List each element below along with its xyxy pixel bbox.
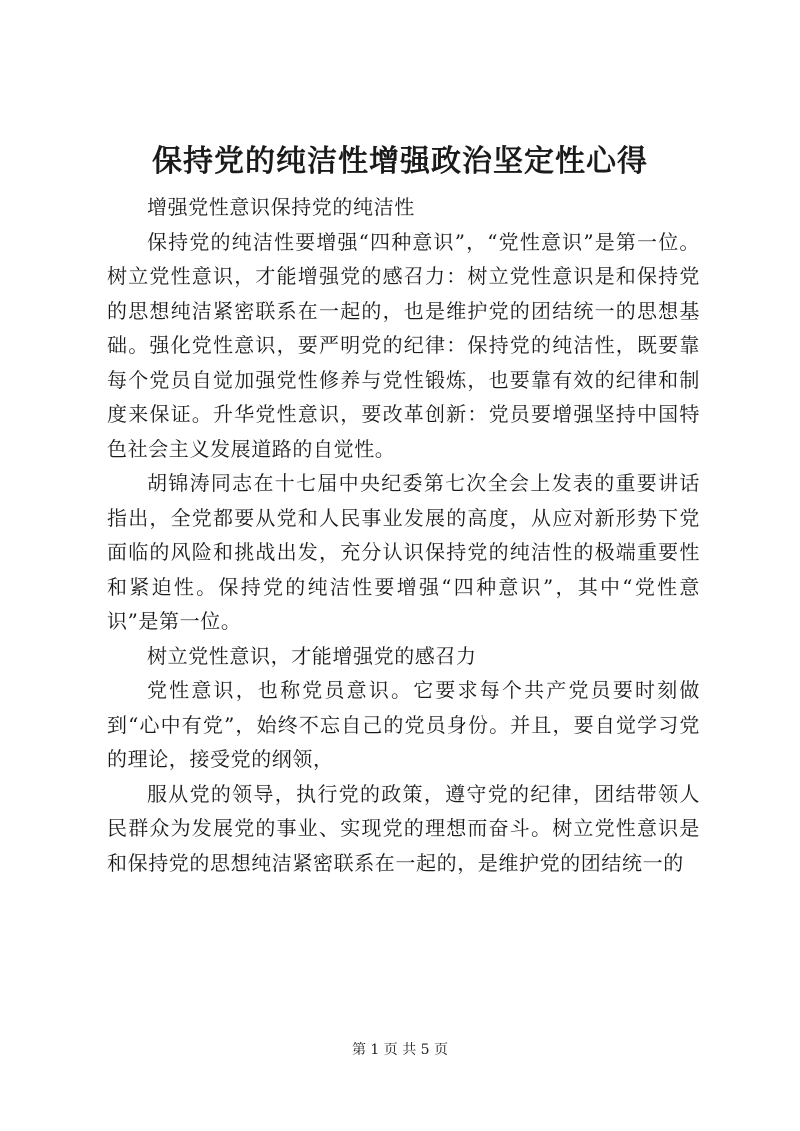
paragraph-2: 胡锦涛同志在十七届中央纪委第七次全会上发表的重要讲话指出，全党都要从党和人民事业发展的高度，从应对新形势下党面临的风险和挑战出发，充分认识保持党的纯洁性的极端重要性和紧迫性。保持党的纯洁性要增强“四种意识”，其中“党性意识”是第一位。 — [107, 471, 700, 633]
paragraph-subheading-1: 增强党性意识保持党的纯洁性 — [147, 195, 415, 219]
document-body — [107, 190, 700, 880]
paragraph-1: 保持党的纯洁性要增强“四种意识”，“党性意识”是第一位。树立党性意识，才能增强党的感召力：树立党性意识是和保持党的思想纯洁紧密联系在一起的，也是维护党的团结统一的思想基础。强化党性意识，要严明党的纪律：保持党的纯洁性，既要靠每个党员自觉加强党性修养与党性锻炼，也要靠有效的纪律和制度来保证。升华党性意识，要改革创新：党员要增强坚持中国特色社会主义发展道路的自觉性。 — [107, 229, 700, 461]
paragraph-subheading-2: 树立党性意识，才能增强党的感召力 — [147, 643, 477, 668]
page-number-footer: 第 1 页 共 5 页 — [351, 1042, 449, 1058]
paragraph-4: 服从党的领导，执行党的政策，遵守党的纪律，团结带领人民群众为发展党的事业、实现党的理想而奋斗。树立党性意识是和保持党的思想纯洁紧密联系在一起的，是维护党的团结统一的 — [107, 781, 700, 875]
paragraph-3: 党性意识，也称党员意识。它要求每个共产党员要时刻做到“心中有党”，始终不忘自己的党员身份。并且，要自觉学习党的理论，接受党的纲领， — [107, 678, 700, 771]
document-title: 保持党的纯洁性增强政治坚定性心得 — [152, 144, 648, 179]
